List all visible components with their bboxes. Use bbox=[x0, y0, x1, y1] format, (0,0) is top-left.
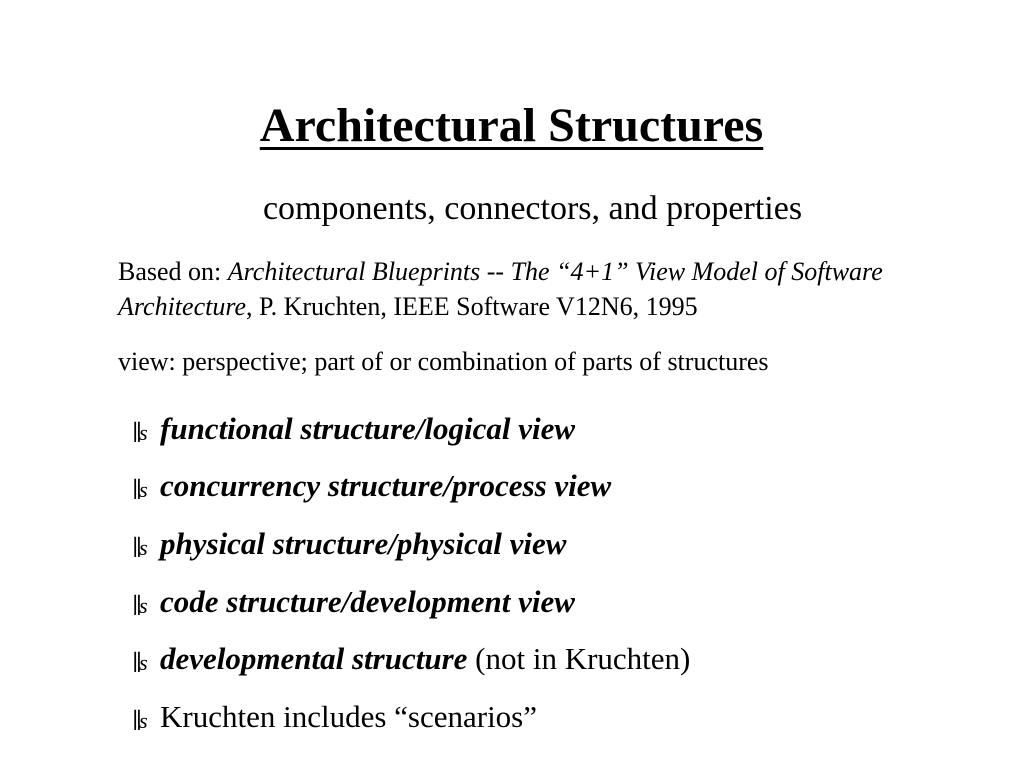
list-item bbox=[132, 573, 690, 631]
bullet-icon: ∥s bbox=[132, 650, 145, 676]
bullet-icon: ∥s bbox=[132, 592, 145, 618]
citation-title: Architectural Blueprints -- The “4+1” View Model of Software Architecture bbox=[118, 257, 883, 321]
bullet-icon: ∥s bbox=[132, 534, 145, 560]
citation-source: , P. Kruchten, IEEE Software V12N6, 1995 bbox=[246, 292, 698, 321]
bullet-icon: ∥s bbox=[132, 707, 145, 733]
bullet-emphasis: physical structure/physical view bbox=[160, 525, 567, 561]
list-item bbox=[132, 688, 690, 746]
citation-prefix: Based on: bbox=[118, 257, 228, 286]
bullet-list bbox=[132, 400, 690, 746]
bullet-emphasis: concurrency structure/process view bbox=[160, 468, 612, 504]
list-item bbox=[132, 458, 690, 516]
citation bbox=[118, 254, 958, 324]
bullet-emphasis: developmental structure bbox=[160, 641, 468, 677]
list-item bbox=[132, 630, 690, 688]
view-definition: view: perspective; part of or combination of parts of structures bbox=[118, 347, 769, 376]
bullet-note: (not in Kruchten) bbox=[467, 641, 691, 677]
bullet-icon: ∥s bbox=[132, 419, 145, 445]
bullet-icon: ∥s bbox=[132, 477, 145, 503]
bullet-text: Kruchten includes “scenarios” bbox=[160, 698, 538, 734]
bullet-emphasis: functional structure/logical view bbox=[160, 410, 576, 446]
bullet-emphasis: code structure/development view bbox=[160, 583, 575, 619]
slide-title: Architectural Structures bbox=[259, 99, 764, 152]
list-item bbox=[132, 515, 690, 573]
list-item bbox=[132, 400, 690, 458]
slide-subtitle: components, connectors, and properties bbox=[262, 190, 803, 227]
